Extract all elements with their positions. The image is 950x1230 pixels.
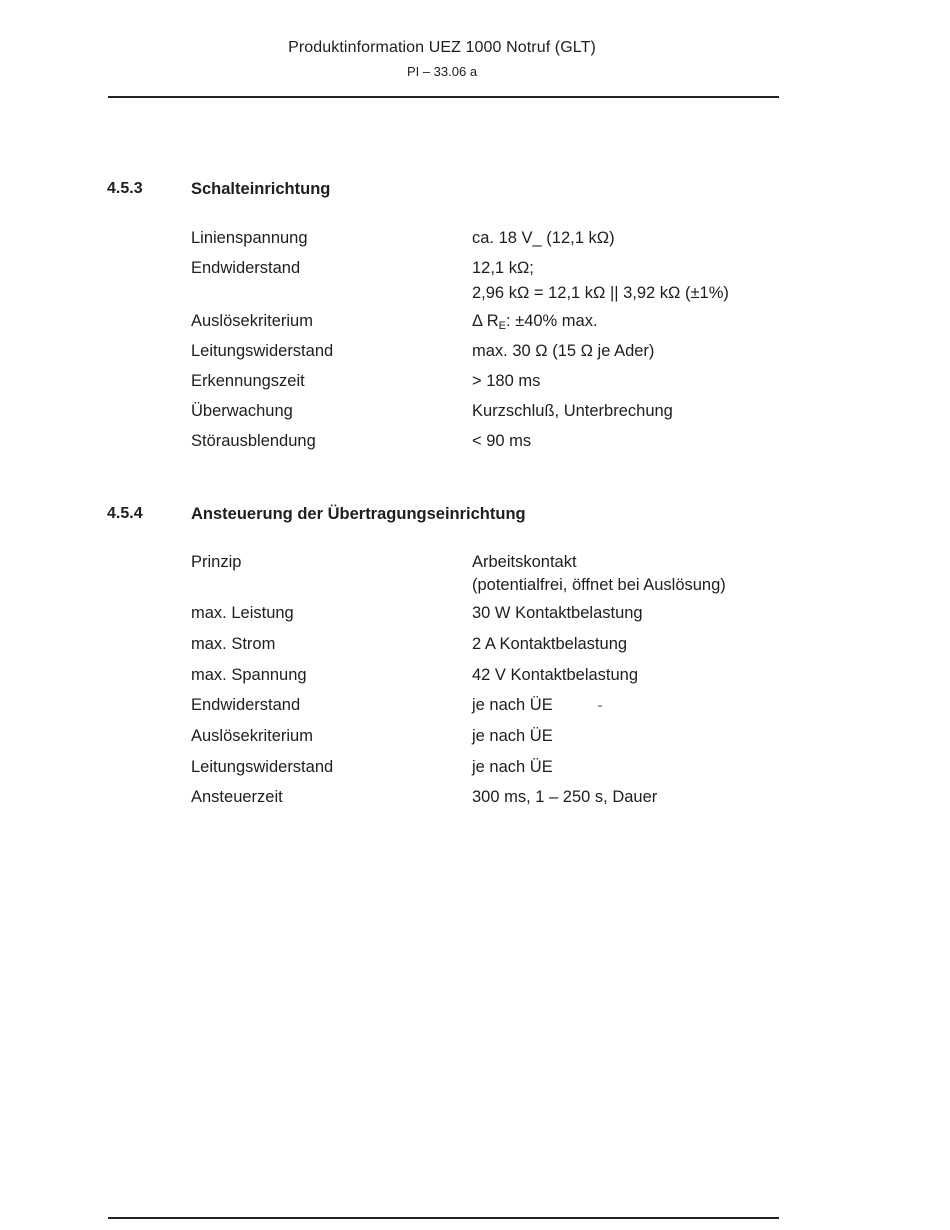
spec-label: max. Leistung: [191, 604, 294, 622]
document-title: Produktinformation UEZ 1000 Notruf (GLT): [288, 39, 596, 56]
spec-value: 42 V Kontaktbelastung: [472, 666, 639, 684]
spec-label: Störausblendung: [191, 432, 316, 450]
spec-value: > 180 ms: [472, 372, 541, 390]
spec-value: ca. 18 V_ (12,1 kΩ): [472, 229, 615, 247]
spec-value-line: 12,1 kΩ;: [472, 259, 534, 277]
spec-value: [472, 257, 729, 304]
spec-value: 30 W Kontaktbelastung: [472, 604, 643, 622]
spec-label: Auslösekriterium: [191, 312, 313, 330]
spec-label: Endwiderstand: [191, 259, 301, 277]
section-title: Schalteinrichtung: [191, 180, 331, 198]
spec-label: Erkennungszeit: [191, 372, 305, 390]
spec-value-line: 2,96 kΩ = 12,1 kΩ || 3,92 kΩ (±1%): [472, 284, 729, 302]
spec-value: [472, 310, 598, 337]
spec-label: Ansteuerzeit: [191, 788, 283, 806]
spec-value-line: (potentialfrei, öffnet bei Auslösung): [472, 576, 726, 594]
section-number: 4.5.4: [107, 505, 143, 522]
subscript: E: [498, 320, 506, 332]
spec-value: max. 30 Ω (15 Ω je Ader): [472, 342, 655, 360]
spec-value: je nach ÜE: [472, 727, 553, 745]
header-rule: [108, 96, 779, 98]
spec-label: max. Spannung: [191, 666, 307, 684]
spec-value: 300 ms, 1 – 250 s, Dauer: [472, 788, 658, 806]
spec-value: je nach ÜE: [472, 758, 553, 776]
spec-label: Endwiderstand: [191, 696, 301, 714]
section-number: 4.5.3: [107, 180, 143, 197]
section-title: Ansteuerung der Übertragungseinrichtung: [191, 505, 526, 523]
spec-label: Auslösekriterium: [191, 727, 313, 745]
scan-speck: [598, 705, 602, 707]
spec-label: Linienspannung: [191, 229, 308, 247]
delta-symbol: Δ R: [472, 312, 499, 330]
spec-value: 2 A Kontaktbelastung: [472, 635, 628, 653]
document-id: PI – 33.06 a: [406, 64, 478, 79]
footer-rule: [108, 1217, 779, 1219]
spec-value: Kurzschluß, Unterbrechung: [472, 402, 673, 420]
spec-label: Prinzip: [191, 553, 242, 571]
spec-label: max. Strom: [191, 635, 276, 653]
spec-value: < 90 ms: [472, 432, 532, 450]
spec-value: [472, 551, 726, 596]
spec-value-text: : ±40% max.: [505, 312, 598, 330]
spec-label: Überwachung: [191, 402, 293, 420]
spec-label: Leitungswiderstand: [191, 758, 334, 776]
spec-label: Leitungswiderstand: [191, 342, 334, 360]
spec-value-line: Arbeitskontakt: [472, 553, 577, 571]
spec-value: je nach ÜE: [472, 696, 553, 714]
